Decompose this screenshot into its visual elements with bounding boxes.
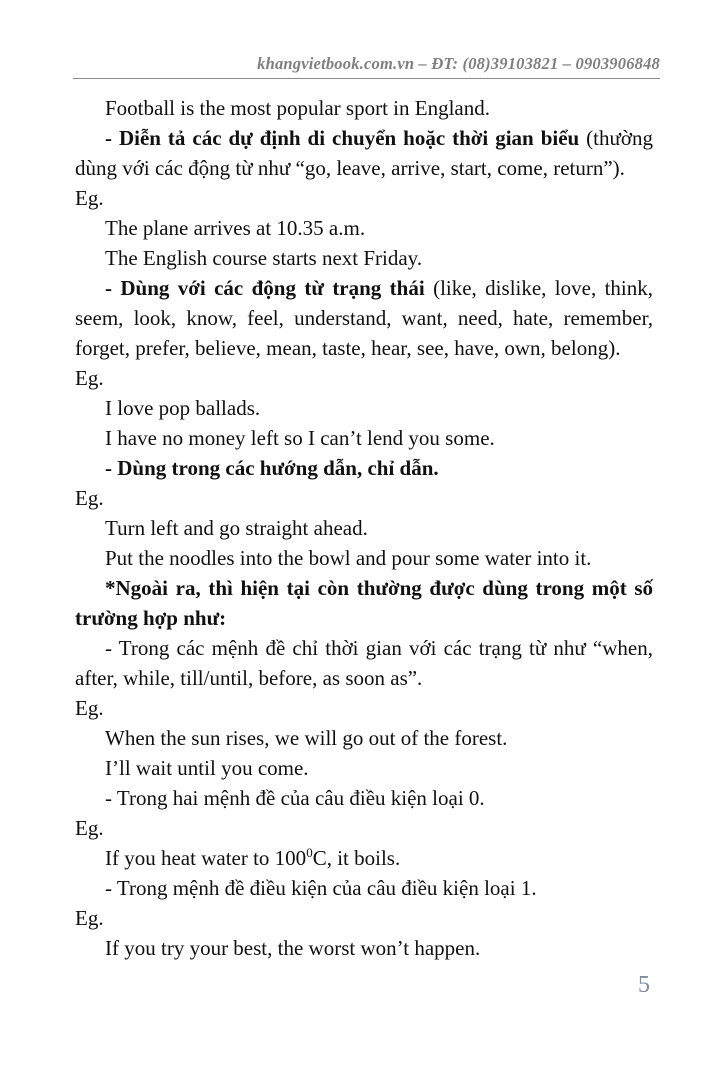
paragraph	[75, 243, 653, 273]
text-run: The plane arrives at 10.35 a.m.	[105, 216, 366, 240]
text-run: Put the noodles into the bowl and pour some water into it.	[105, 546, 592, 570]
text-run: Eg.	[75, 486, 104, 510]
paragraph-eg	[75, 363, 653, 393]
paragraph	[75, 633, 653, 693]
running-header-text: khangvietbook.com.vn – ĐT: (08)39103821 – 0903906848	[257, 54, 660, 73]
paragraph	[75, 423, 653, 453]
text-run: Eg.	[75, 186, 104, 210]
text-run: I have no money left so I can’t lend you some.	[105, 426, 495, 450]
paragraph	[75, 513, 653, 543]
text-run: I love pop ballads.	[105, 396, 261, 420]
text-run: I’ll wait until you come.	[105, 756, 309, 780]
paragraph	[75, 723, 653, 753]
superscript-zero: 0	[306, 845, 313, 860]
paragraph	[75, 93, 653, 123]
text-run: - Trong các mệnh đề chỉ thời gian với các trạng từ như “when, after, while, till/until, before, as soon as”.	[75, 636, 653, 690]
paragraph	[75, 393, 653, 423]
text-run: The English course starts next Friday.	[105, 246, 423, 270]
text-run-bold: *Ngoài ra, thì hiện tại còn thường được dùng trong một số trường hợp như:	[75, 576, 653, 630]
text-run: When the sun rises, we will go out of the forest.	[105, 726, 508, 750]
paragraph-eg	[75, 483, 653, 513]
text-run: Turn left and go straight ahead.	[105, 516, 368, 540]
paragraph	[75, 783, 653, 813]
paragraph	[75, 873, 653, 903]
text-run: - Trong hai mệnh đề của câu điều kiện loại 0.	[105, 786, 485, 810]
paragraph	[75, 573, 653, 633]
text-run: Eg.	[75, 696, 104, 720]
paragraph-eg	[75, 813, 653, 843]
paragraph	[75, 933, 653, 963]
paragraph	[75, 753, 653, 783]
text-run-bold: - Dùng với các động từ trạng thái	[105, 276, 425, 300]
paragraph-eg	[75, 183, 653, 213]
paragraph	[75, 843, 653, 873]
text-run: Football is the most popular sport in England.	[105, 96, 490, 120]
paragraph	[75, 213, 653, 243]
paragraph	[75, 123, 653, 183]
text-run: C, it boils.	[312, 846, 401, 870]
page-body-text	[75, 93, 653, 963]
text-run: Eg.	[75, 906, 104, 930]
text-run: - Trong mệnh đề điều kiện của câu điều kiện loại 1.	[105, 876, 537, 900]
text-run: (thường dùng với các động từ như “go, leave, arrive, start, come, return”).	[75, 126, 653, 180]
text-run: Eg.	[75, 816, 104, 840]
paragraph-eg	[75, 693, 653, 723]
paragraph	[75, 453, 653, 483]
running-header	[73, 54, 660, 79]
paragraph-eg	[75, 903, 653, 933]
text-run-bold: - Diễn tả các dự định di chuyển hoặc thời gian biểu	[105, 126, 580, 150]
text-run: (like, dislike, love, think, seem, look, know, feel, understand, want, need, hate, remember, forget, prefer, believe, mean, taste, hear, see, have, own, belong).	[75, 276, 654, 360]
text-run: If you heat water to 100	[105, 846, 307, 870]
paragraph	[75, 273, 653, 363]
page-number: 5	[638, 972, 650, 998]
text-run: If you try your best, the worst won’t happen.	[105, 936, 481, 960]
text-run-bold: - Dùng trong các hướng dẫn, chỉ dẫn.	[105, 456, 439, 480]
text-run: Eg.	[75, 366, 104, 390]
paragraph	[75, 543, 653, 573]
